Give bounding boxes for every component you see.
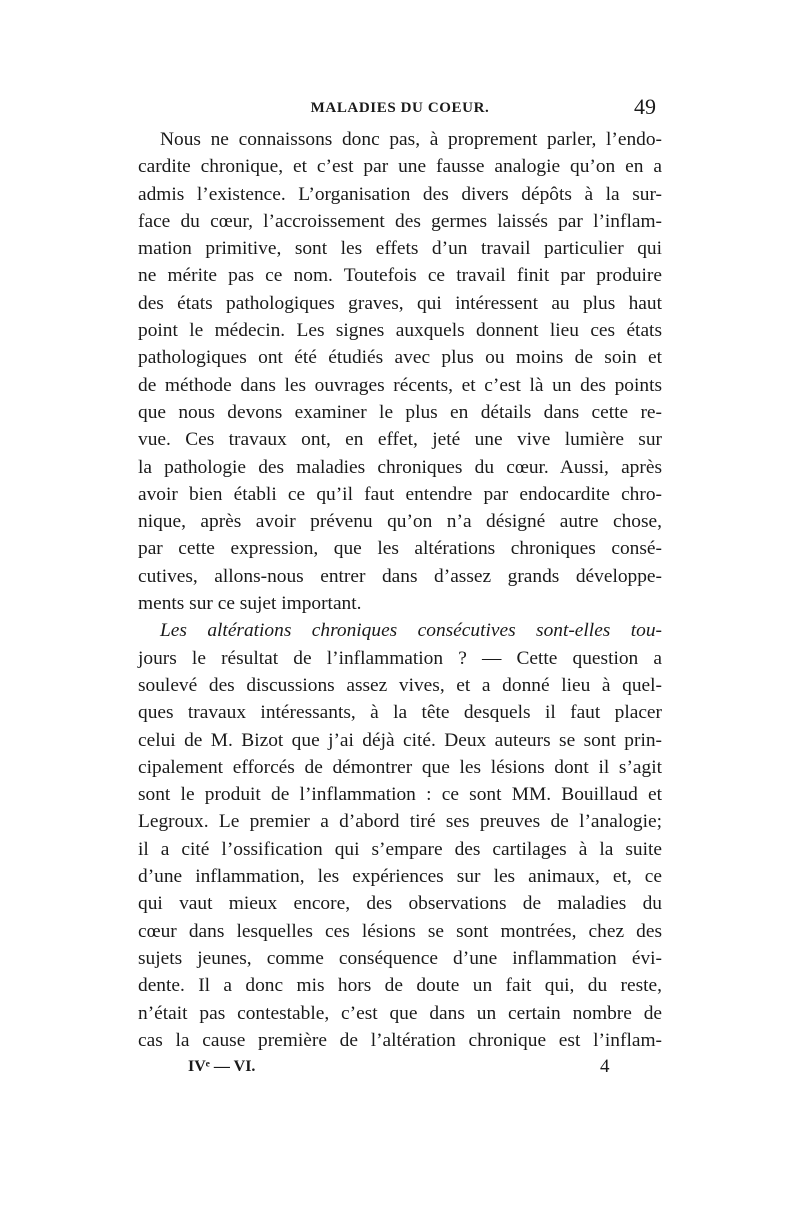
text-line: d’une inflammation, les expériences sur les animaux, et, ce [138,866,662,888]
text-line: mation primitive, sont les effets d’un travail particulier qui [138,238,662,260]
text-line: par cette expression, que les altérations chroniques consé- [138,538,662,560]
text-line: sont le produit de l’inflammation : ce sont MM. Bouillaud et [138,784,662,806]
text-line: celui de M. Bizot que j’ai déjà cité. Deux auteurs se sont prin- [138,729,662,751]
text-line: Nous ne connaissons donc pas, à proprement parler, l’endo- [160,129,662,150]
text-line: ques travaux intéressants, à la tête desquels il faut placer [138,702,662,724]
text-line: ne mérite pas ce nom. Toutefois ce travail finit par produire [138,265,662,287]
text-line: pathologiques ont été étudiés avec plus ou moins de soin et [138,347,662,369]
text-line: sujets jeunes, comme conséquence d’une inflammation évi- [138,947,662,969]
signature-number: 4 [600,1056,610,1078]
text-line: des états pathologiques graves, qui intéressent au plus haut [138,292,662,314]
text-line: jours le résultat de l’inflammation ? — Cette question a [138,647,662,669]
text-line: face du cœur, l’accroissement des germes laissés par l’inflam- [138,210,662,232]
text-line: la pathologie des maladies chroniques du cœur. Aussi, après [138,456,662,478]
page-footer [138,1056,662,1086]
text-line: qui vaut mieux encore, des observations de maladies du [138,893,662,915]
running-head [138,92,662,126]
text-line: admis l’existence. L’organisation des divers dépôts à la sur- [138,183,662,205]
text-line: que nous devons examiner le plus en détails dans cette re- [138,401,662,423]
text-line: il a cité l’ossification qui s’empare des cartilages à la suite [138,838,662,860]
text-line: cutives, allons-nous entrer dans d’assez grands développe- [138,565,662,587]
text-line: dente. Il a donc mis hors de doute un fait qui, du reste, [138,975,662,997]
text-line: ments sur ce sujet important. [138,593,362,615]
text-line: point le médecin. Les signes auxquels donnent lieu ces états [138,320,662,342]
section-heading-line: Les altérations chroniques consécutives sont-elles tou- [160,620,662,642]
text-line: nique, après avoir prévenu qu’on n’a désigné autre chose, [138,511,662,533]
text-line: cœur dans lesquelles ces lésions se sont montrées, chez des [138,920,662,942]
text-line: Legroux. Le premier a d’abord tiré ses preuves de l’analogie; [138,811,662,833]
text-line: cas la cause première de l’altération chronique est l’inflam- [138,1029,662,1051]
text-line: cardite chronique, et c’est par une fausse analogie qu’on en a [138,156,662,178]
text-line: vue. Ces travaux ont, en effet, jeté une vive lumière sur [138,429,662,451]
book-page [138,92,662,1086]
body-text [138,126,662,1054]
text-line: cipalement efforcés de démontrer que les lésions dont il s’agit [138,756,662,778]
page-number: 49 [634,94,656,119]
text-line: soulevé des discussions assez vives, et a donné lieu à quel- [138,674,662,696]
text-line: n’était pas contestable, c’est que dans un certain nombre de [138,1002,662,1024]
running-title: MALADIES DU COEUR. [310,100,490,116]
text-line: de méthode dans les ouvrages récents, et c’est là un des points [138,374,662,396]
text-line: avoir bien établi ce qu’il faut entendre par endocardite chro- [138,483,662,505]
signature-mark: IVᵉ — VI. [188,1058,256,1076]
